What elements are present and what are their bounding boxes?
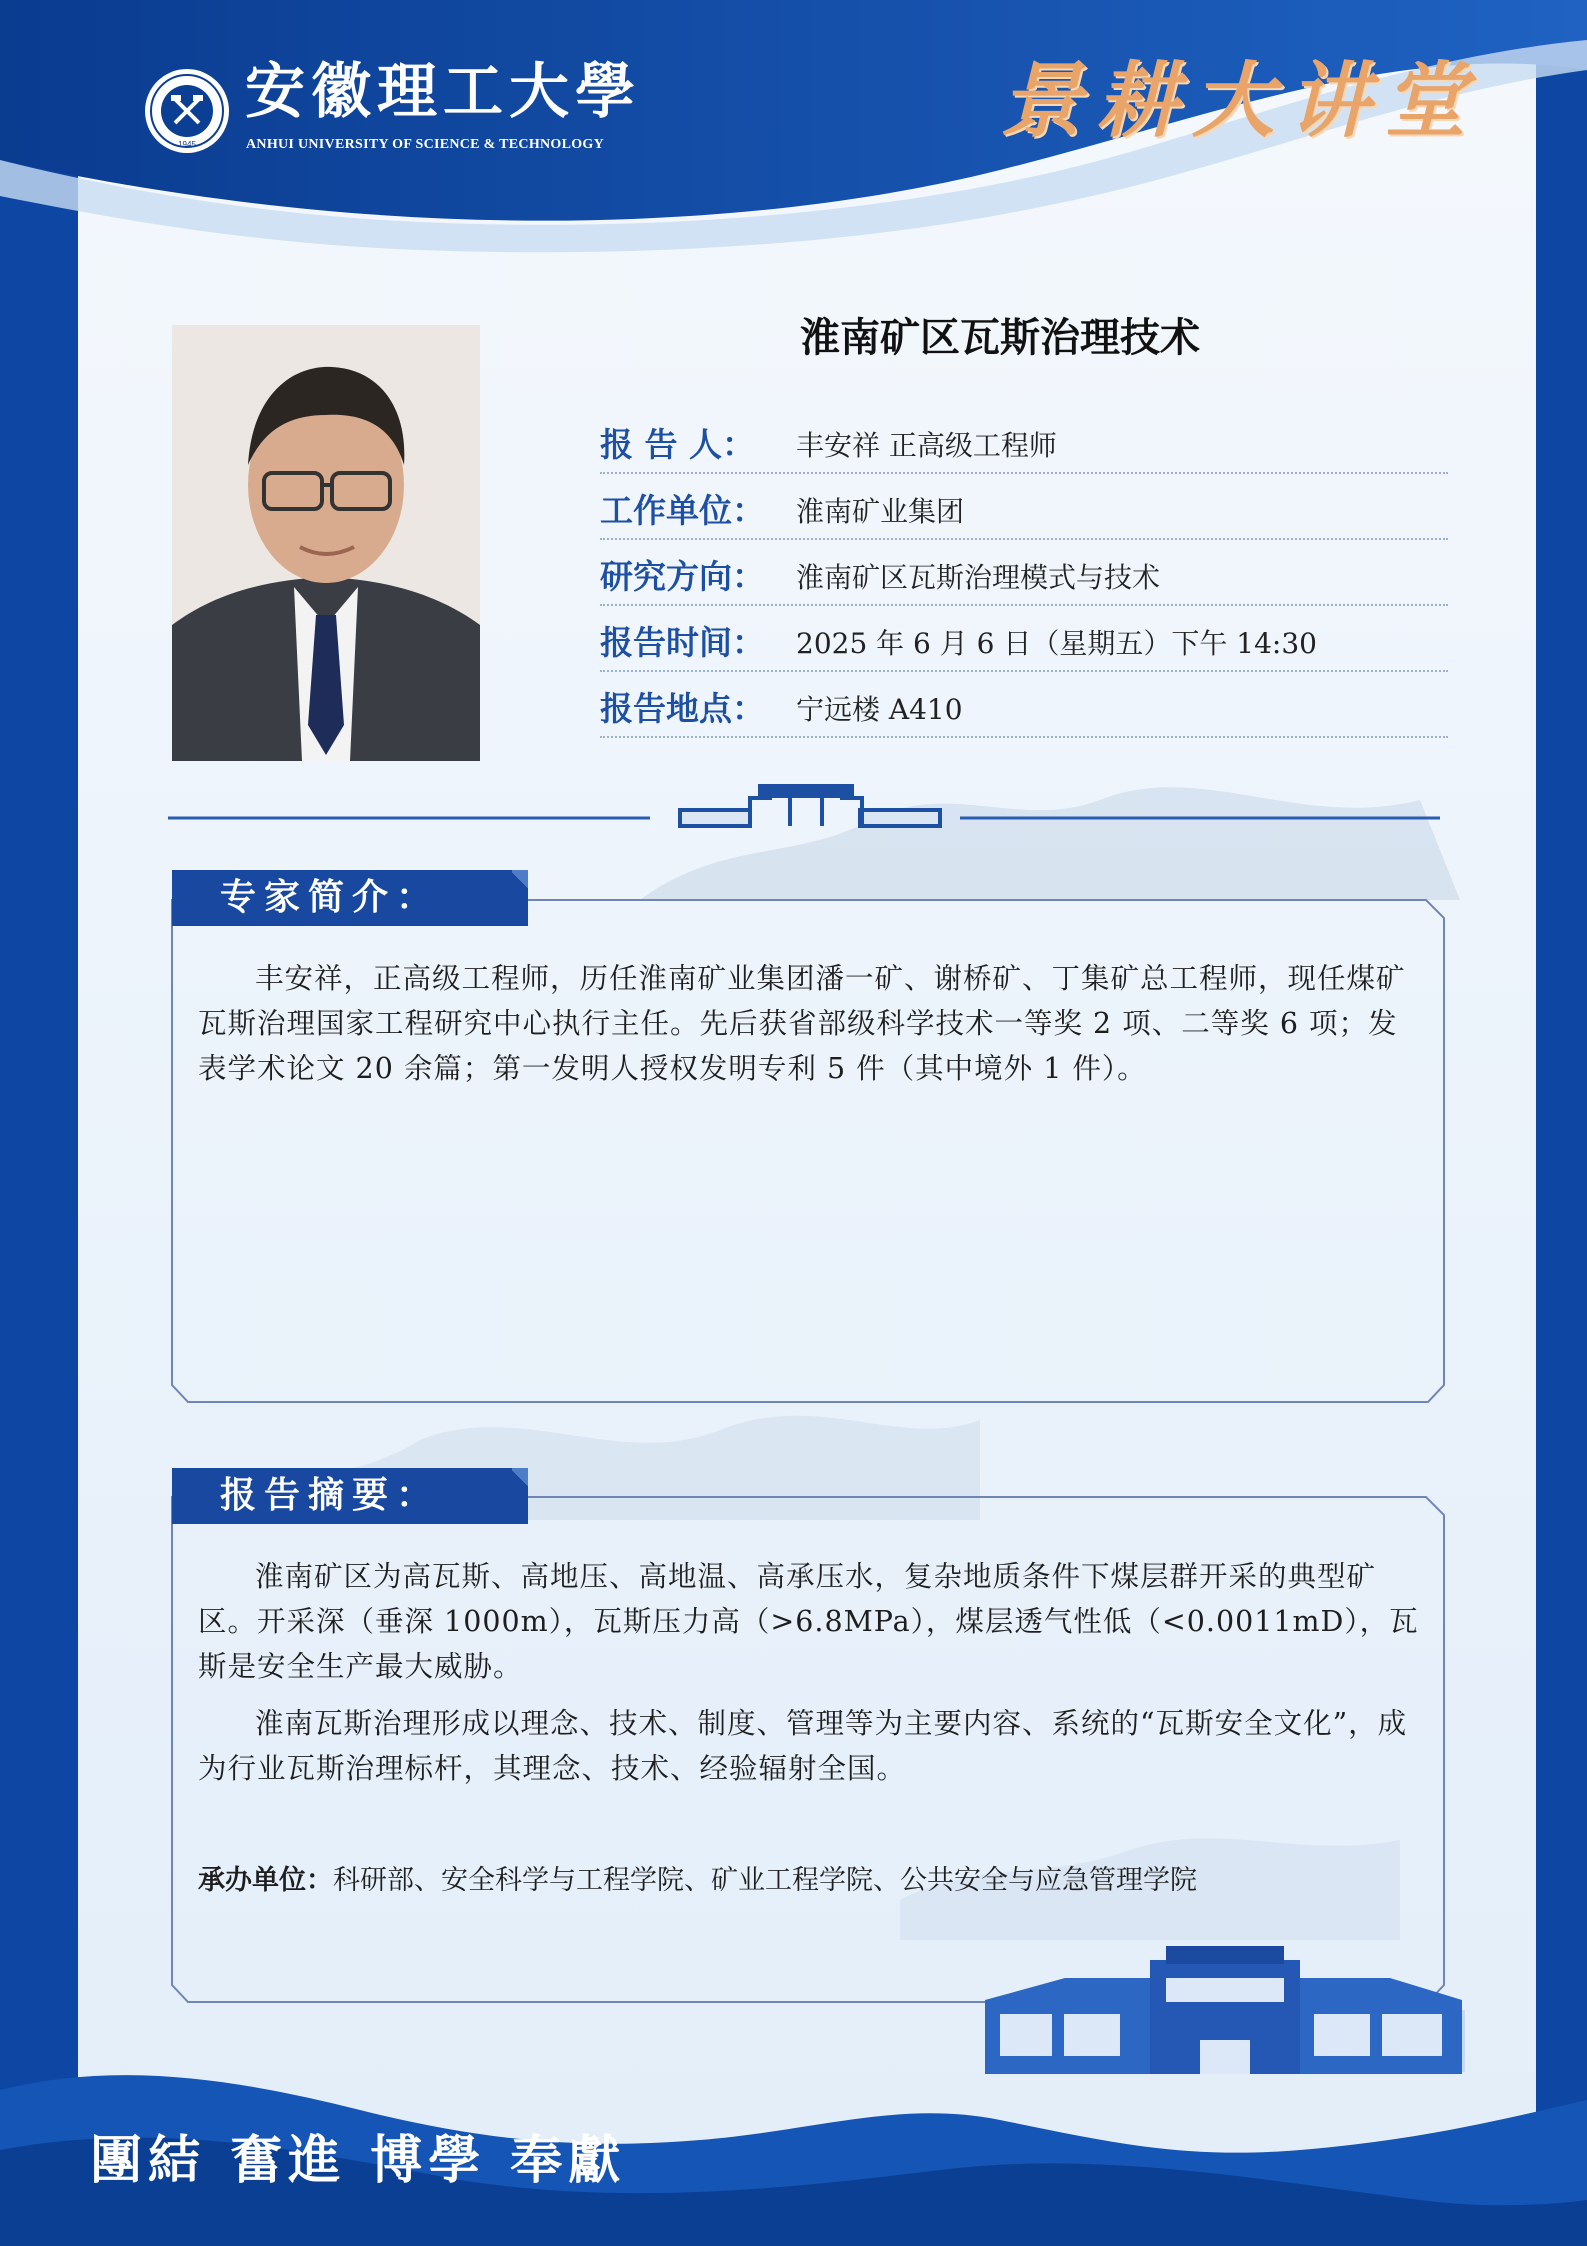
info-label: 报告地点： <box>600 689 765 728</box>
info-row-time <box>600 618 1448 672</box>
info-label: 工作单位： <box>600 491 765 530</box>
abstract-paragraph: 淮南瓦斯治理形成以理念、技术、制度、管理等为主要内容、系统的“瓦斯安全文化”，成为行业瓦斯治理标杆，其理念、技术、经验辐射全国。 <box>198 1707 1408 1785</box>
info-label: 研究方向： <box>600 557 765 596</box>
lecture-series-title: 景耕大讲堂 <box>1000 53 1480 149</box>
university-logo <box>143 67 231 155</box>
info-row-organization <box>600 486 1448 540</box>
expert-bio <box>198 956 1424 1091</box>
lecture-title: 淮南矿区瓦斯治理技术 <box>800 315 1200 361</box>
expert-bio-paragraph: 丰安祥，正高级工程师，历任淮南矿业集团潘一矿、谢桥矿、丁集矿总工程师，现任煤矿瓦斯治理国家工程研究中心执行主任。先后获省部级科学技术一等奖 2 项、二等奖 6 项；发表学术论文 20 余篇；第一发明人授权发明专利 5 件（其中境外 1 件）。 <box>198 962 1406 1085</box>
info-value: 淮南矿区瓦斯治理模式与技术 <box>796 561 1161 594</box>
info-value: 丰安祥 正高级工程师 <box>796 429 1057 462</box>
university-name-en: ANHUI UNIVERSITY OF SCIENCE & TECHNOLOGY <box>246 137 605 152</box>
info-label: 报 告 人： <box>600 425 755 464</box>
info-row-research <box>600 552 1448 606</box>
section-heading-expert: 专家简介： <box>172 870 512 926</box>
abstract-body <box>198 1554 1424 1791</box>
info-value: 2025 年 6 月 6 日（星期五）下午 14:30 <box>796 627 1317 660</box>
host-label: 承办单位： <box>198 1865 333 1896</box>
host-value: 科研部、安全科学与工程学院、矿业工程学院、公共安全与应急管理学院 <box>333 1865 1197 1896</box>
info-value: 淮南矿业集团 <box>796 495 965 528</box>
info-label: 报告时间： <box>600 623 765 662</box>
logo-year: 1945 <box>178 140 196 149</box>
speaker-photo <box>172 325 480 761</box>
host-units <box>198 1858 1424 1897</box>
info-row-location <box>600 684 1448 738</box>
info-row-speaker <box>600 420 1448 474</box>
abstract-paragraph: 淮南矿区为高瓦斯、高地压、高地温、高承压水，复杂地质条件下煤层群开采的典型矿区。开采深（垂深 1000m），瓦斯压力高（>6.8MPa），煤层透气性低（<0.0011mD），瓦斯是安全生产最大威胁。 <box>198 1560 1419 1683</box>
info-value: 宁远楼 A410 <box>796 693 963 726</box>
university-motto: 團結 奮進 博學 奉獻 <box>90 2130 627 2191</box>
university-name-cn: 安徽理工大學 <box>245 57 641 127</box>
section-heading-abstract: 报告摘要： <box>172 1468 512 1524</box>
